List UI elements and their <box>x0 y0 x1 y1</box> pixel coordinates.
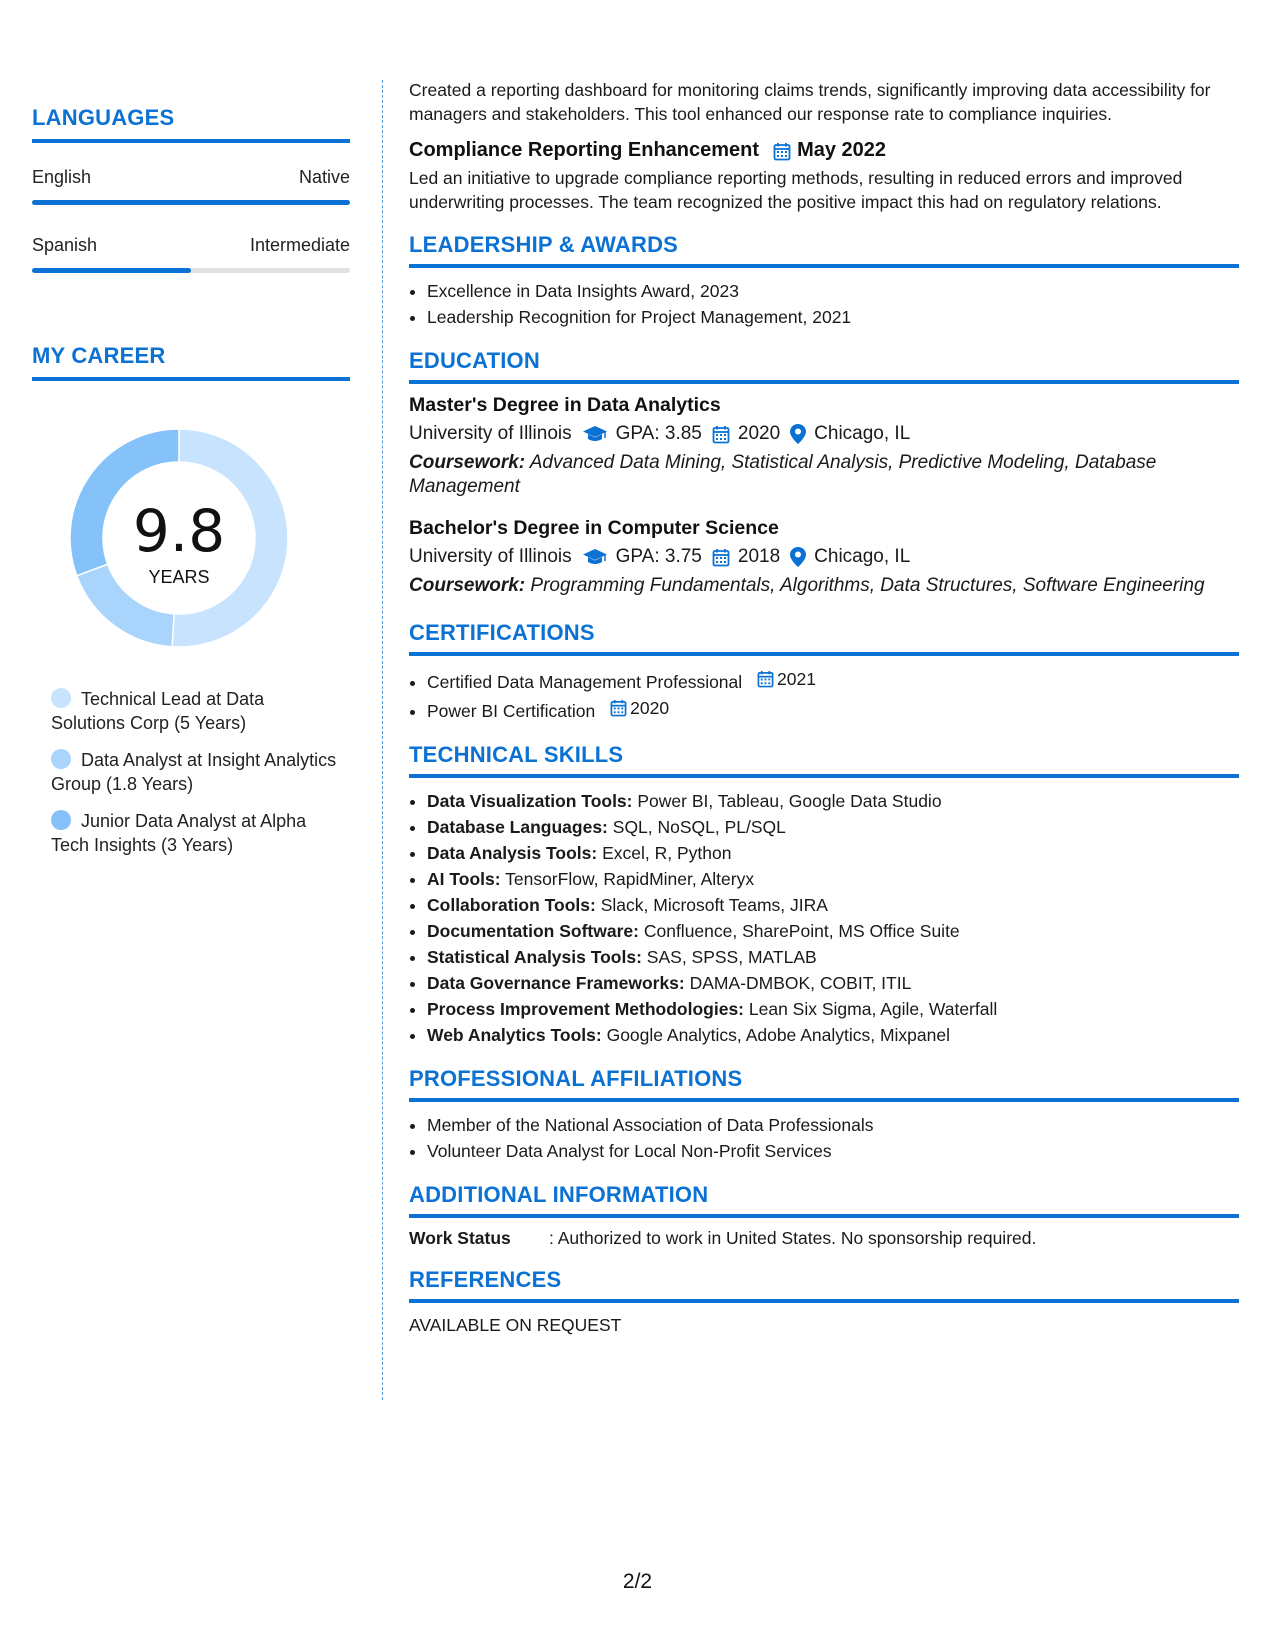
graduation-cap-icon <box>582 548 608 566</box>
degree-entry <box>409 517 1239 598</box>
column-divider <box>382 80 383 1400</box>
skill-item <box>427 970 1239 996</box>
references-text: AVAILABLE ON REQUEST <box>409 1315 622 1335</box>
calendar-icon <box>712 548 730 567</box>
languages-heading: LANGUAGES <box>32 105 350 143</box>
calendar-icon <box>712 425 730 444</box>
career-legend-item <box>51 809 341 857</box>
location: Chicago, IL <box>814 423 911 444</box>
list-item: • Member of the National Association of Data Professionals <box>427 1112 1239 1138</box>
graduation-year: 2020 <box>737 423 781 444</box>
info-value: : Authorized to work in United States. No sponsorship required. <box>549 1228 1037 1248</box>
degree-title: Master's Degree in Data Analytics <box>409 394 721 416</box>
coursework-label: Coursework: <box>409 575 526 596</box>
skill-item <box>427 944 1239 970</box>
list-item <box>427 695 1239 724</box>
calendar-icon <box>610 699 627 717</box>
certification-name: Certified Data Management Professional <box>427 672 743 692</box>
coursework-label: Coursework: <box>409 452 526 473</box>
main-content <box>409 78 1239 1336</box>
map-pin-icon <box>790 424 806 444</box>
career-legend-text: Technical Lead at Data Solutions Corp (5 Years) <box>51 689 265 733</box>
skill-value: SAS, SPSS, MATLAB <box>646 947 817 967</box>
sidebar <box>32 105 350 870</box>
skill-label: Web Analytics Tools: <box>427 1025 602 1045</box>
skills-section <box>409 742 1239 1048</box>
coursework <box>409 451 1239 499</box>
skill-item <box>427 840 1239 866</box>
skill-value: Confluence, SharePoint, MS Office Suite <box>643 921 960 941</box>
skill-label: Database Languages: <box>427 817 608 837</box>
skill-item <box>427 918 1239 944</box>
language-item <box>32 167 350 205</box>
skill-value: TensorFlow, RapidMiner, Alteryx <box>505 869 755 889</box>
education-section <box>409 348 1239 598</box>
affiliations-section <box>409 1066 1239 1164</box>
language-level: Native <box>298 167 350 187</box>
skill-item <box>427 814 1239 840</box>
skill-label: Documentation Software: <box>427 921 639 941</box>
degree-title: Bachelor's Degree in Computer Science <box>409 517 779 539</box>
skill-label: Data Governance Frameworks: <box>427 973 685 993</box>
project-title: Compliance Reporting Enhancement <box>409 138 760 161</box>
skills-heading: TECHNICAL SKILLS <box>409 742 1239 778</box>
additional-info-section <box>409 1182 1239 1249</box>
language-proficiency-bar <box>32 200 350 205</box>
language-item <box>32 235 350 273</box>
certifications-heading: CERTIFICATIONS <box>409 620 1239 656</box>
career-legend <box>32 687 350 857</box>
certification-name: Power BI Certification <box>427 701 596 721</box>
school-name: University of Illinois <box>409 423 572 444</box>
skill-item <box>427 1022 1239 1048</box>
education-heading: EDUCATION <box>409 348 1239 384</box>
career-legend-text: Data Analyst at Insight Analytics Group (1.8 Years) <box>51 750 337 794</box>
skill-item <box>427 892 1239 918</box>
language-name: Spanish <box>32 235 98 255</box>
total-years-value: 9.8 <box>132 497 226 565</box>
career-legend-item <box>51 687 341 735</box>
language-proficiency-bar <box>32 268 350 273</box>
skill-item <box>427 866 1239 892</box>
skill-label: AI Tools: <box>427 869 501 889</box>
list-item <box>427 666 1239 695</box>
skill-value: SQL, NoSQL, PL/SQL <box>612 817 786 837</box>
skill-value: Google Analytics, Adobe Analytics, Mixpanel <box>606 1025 950 1045</box>
legend-dot <box>51 749 71 769</box>
info-key: Work Status <box>409 1228 511 1248</box>
location: Chicago, IL <box>814 546 911 567</box>
calendar-icon <box>773 138 791 162</box>
language-level: Intermediate <box>249 235 350 255</box>
list-item: • Volunteer Data Analyst for Local Non-Profit Services <box>427 1138 1239 1164</box>
skill-item <box>427 996 1239 1022</box>
skill-item <box>427 788 1239 814</box>
certification-year: 2021 <box>777 669 816 689</box>
certification-year: 2020 <box>630 698 670 718</box>
language-name: English <box>32 167 92 187</box>
skill-value: DAMA-DMBOK, COBIT, ITIL <box>689 973 912 993</box>
list-item: • Excellence in Data Insights Award, 2023 <box>427 278 1239 304</box>
certifications-section <box>409 620 1239 724</box>
page-number: 2/2 <box>622 1570 653 1593</box>
info-row <box>409 1228 1239 1249</box>
career-legend-item <box>51 748 341 796</box>
calendar-icon <box>757 670 774 688</box>
coursework-text: Advanced Data Mining, Statistical Analysis, Predictive Modeling, Database Management <box>409 452 1157 497</box>
skill-value: Excel, R, Python <box>602 843 732 863</box>
degree-entry <box>409 394 1239 499</box>
coursework <box>409 574 1239 598</box>
skill-label: Data Analysis Tools: <box>427 843 598 863</box>
skill-value: Slack, Microsoft Teams, JIRA <box>600 895 828 915</box>
project-description: Led an initiative to upgrade compliance reporting methods, resulting in reduced errors and improved underwriting processes. The team recognized the positive impact this had on regulatory relations. <box>409 168 1183 212</box>
total-years-label: YEARS <box>148 567 210 587</box>
career-heading: MY CAREER <box>32 343 350 381</box>
gpa: GPA: 3.85 <box>615 423 702 444</box>
skill-label: Statistical Analysis Tools: <box>427 947 642 967</box>
list-item: • Leadership Recognition for Project Management, 2021 <box>427 304 1239 330</box>
legend-dot <box>51 810 71 830</box>
coursework-text: Programming Fundamentals, Algorithms, Data Structures, Software Engineering <box>530 575 1205 596</box>
project-date: May 2022 <box>797 138 887 161</box>
map-pin-icon <box>790 547 806 567</box>
legend-dot <box>51 688 71 708</box>
school-name: University of Illinois <box>409 546 572 567</box>
additional-info-heading: ADDITIONAL INFORMATION <box>409 1182 1239 1218</box>
skill-label: Process Improvement Methodologies: <box>427 999 745 1019</box>
affiliations-heading: PROFESSIONAL AFFILIATIONS <box>409 1066 1239 1102</box>
skill-label: Collaboration Tools: <box>427 895 596 915</box>
career-legend-text: Junior Data Analyst at Alpha Tech Insights (3 Years) <box>51 811 307 855</box>
skill-label: Data Visualization Tools: <box>427 791 633 811</box>
references-section <box>409 1267 1239 1336</box>
skill-value: Power BI, Tableau, Google Data Studio <box>637 791 942 811</box>
graduation-cap-icon <box>582 425 608 443</box>
leadership-heading: LEADERSHIP & AWARDS <box>409 232 1239 268</box>
skill-value: Lean Six Sigma, Agile, Waterfall <box>748 999 998 1019</box>
career-donut-chart <box>66 425 292 651</box>
references-heading: REFERENCES <box>409 1267 1239 1303</box>
graduation-year: 2018 <box>737 546 781 567</box>
leadership-section <box>409 232 1239 330</box>
project-heading <box>409 138 1239 162</box>
gpa: GPA: 3.75 <box>615 546 702 567</box>
intro-paragraph: Created a reporting dashboard for monitoring claims trends, significantly improving data accessibility for managers and stakeholders. This tool enhanced our response rate to compliance inquiries. <box>409 80 1211 124</box>
